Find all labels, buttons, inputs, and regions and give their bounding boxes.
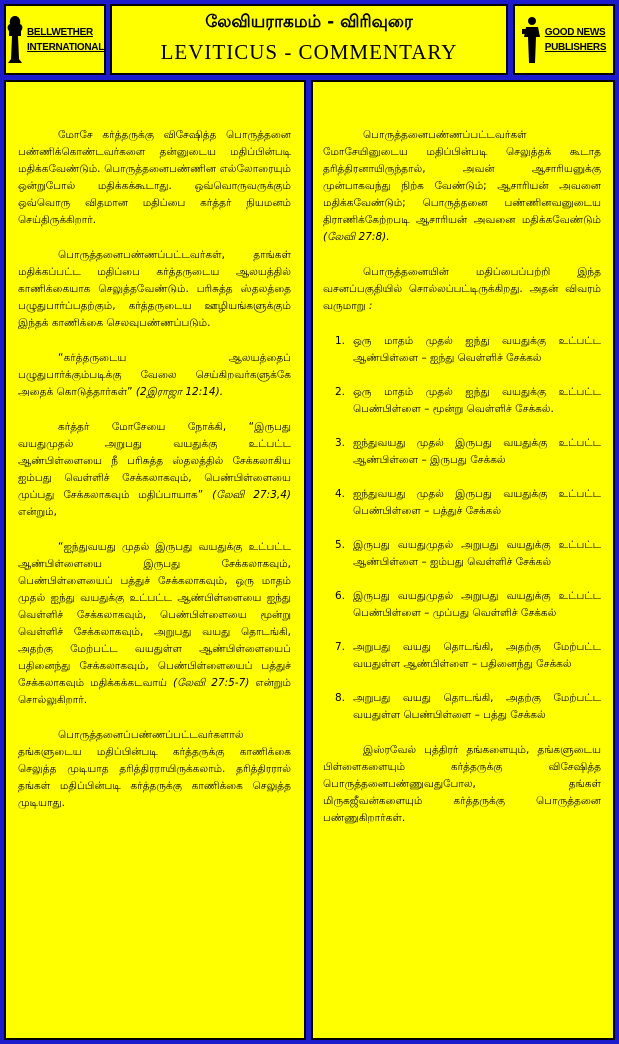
paragraph: “ஐந்துவயது முதல் இருபது வயதுக்கு உட்பட்ட ஆண்பிள்ளையை இருபது சேக்கலாகவும், பெண்பிள்ளையைப் பத்துச் சேக்கலாகவும், ஒரு மாதம் முதல் ஐந்து வயதுக்கு உட்பட்ட ஆண்பிள்ளையை ஐந்து வெள்ளிச் சேக்கலாகவும், பெண்பிள்ளையை மூன்று வெள்ளிச் சேக்கலாகவும், அறுபது வயது தொடங்கி, அதற்கு மேற்பட்ட வயதுள்ள ஆண்பிள்ளையைப் பதினைந்து சேக்கலாகவும், பெண்பிள்ளையைப் பத்துச் சேக்கலாகவும் மதிக்கக்கடவாய் (லேவி 27:5-7) என்றும் சொல்லுகிறார். — [18, 541, 291, 706]
scripture-reference: (2இராஜா 12:14). — [135, 386, 224, 398]
paragraph: பொருத்தனைப்பண்ணப்பட்டவர்களால் தங்களுடைய மதிப்பின்படி கர்த்தருக்கு காணிக்கை செலுத்த முடியாத தரித்திரராயிருக்கலாம். தரித்திரரால் தங்கள் மதிப்பின்படி கர்த்தருக்கு காணிக்கை செலுத்த முடியாது. — [18, 729, 291, 809]
scripture-reference: (லேவி 27:3,4) — [212, 489, 292, 501]
list-item: 1. ஒரு மாதம் முதல் ஐந்து வயதுக்கு உட்பட்ட ஆண்பிள்ளை – ஐந்து வெள்ளிச் சேக்கல் — [334, 335, 601, 364]
right-column — [311, 80, 615, 1040]
list-item: 4. ஐந்துவயது முதல் இருபது வயதுக்கு உட்பட்ட பெண்பிள்ளை – பத்துச் சேக்கல் — [334, 488, 601, 517]
paragraph: மோசே கர்த்தருக்கு விசேஷித்த பொருத்தனை பண்ணிக்கொண்டவர்களை தன்னுடைய மதிப்பின்படி மதிக்கவேண்டும். பொருத்தனைபண்ணின எல்லோரையும் ஒன்றுபோல் மதிக்கக்கூடாது. ஒவ்வொருவருக்கும் ஒவ்வொரு விதமான மதிப்பை கர்த்தர் நியமனம் செய்திருக்கிறார். — [18, 129, 291, 226]
list-item: 7. அறுபது வயது தொடங்கி, அதற்கு மேற்பட்ட வயதுள்ள ஆண்பிள்ளை – பதினைந்து சேக்கல் — [334, 641, 601, 670]
figure-holding-book-icon — [522, 15, 542, 65]
scripture-reference: (லேவி 27:5-7) — [172, 677, 250, 689]
closing-paragraph: இஸ்ரவேல் புத்திரர் தங்களையும், தங்களுடைய பிள்ளைகளையும் கர்த்தருக்கு விசேஷித்த பொருத்தனைபண்ணுவதுபோல, தங்கள் மிருகஜீவன்களையும் கர்த்தருக்கு பொருத்தனை பண்ணுகிறார்கள். — [323, 744, 601, 824]
left-logo-line-2: INTERNATIONAL — [26, 41, 105, 53]
title-english: LEVITICUS - COMMENTARY — [160, 40, 458, 64]
valuation-list — [323, 333, 601, 724]
list-item: 6. இருபது வயதுமுதல் அறுபது வயதுக்கு உட்பட்ட பெண்பிள்ளை – முப்பது வெள்ளிச் சேக்கல் — [334, 590, 601, 619]
title-tamil: லேவியராகமம் - விரிவுரை — [205, 12, 413, 32]
paragraph: பொருத்தனையின் மதிப்பைப்பற்றி இந்த வசனப்பகுதியில் சொல்லப்பட்டிருக்கிறது. அதன் விவரம் வருமாறு : — [323, 266, 601, 312]
good-news-logo — [513, 4, 615, 75]
list-item: 3. ஐந்துவயது முதல் இருபது வயதுக்கு உட்பட்ட ஆண்பிள்ளை – இருபது சேக்கல் — [334, 437, 601, 466]
right-logo-line-2: PUBLISHERS — [544, 41, 607, 53]
paragraph: பொருத்தனைபண்ணப்பட்டவர்கள், தாங்கள் மதிக்கப்பட்ட மதிப்பை கர்த்தருடைய ஆலயத்தில் காணிக்கையாக செலுத்தவேண்டும். பரிசுத்த ஸ்தலத்தை பழுதுபார்ப்பதற்கும், கர்த்தருடைய ஊழியங்களுக்கும் இந்தக் காணிக்கை செலவுபண்ணப்படும். — [18, 249, 291, 329]
right-logo-line-1: GOOD NEWS — [544, 26, 606, 38]
bellwether-logo — [4, 4, 106, 75]
left-logo-line-1: BELLWETHER — [26, 26, 93, 38]
list-item: 2. ஒரு மாதம் முதல் ஐந்து வயதுக்கு உட்பட்ட பெண்பிள்ளை – மூன்று வெள்ளிச் சேக்கல். — [334, 386, 601, 415]
page-header — [110, 4, 508, 75]
ram-silhouette-icon — [6, 15, 24, 65]
scripture-reference: (லேவி 27:8). — [323, 231, 390, 243]
paragraph: கர்த்தர் மோசேயை நோக்கி, “இருபது வயதுமுதல் அறுபது வயதுக்கு உட்பட்ட ஆண்பிள்ளையை நீ பரிசுத்த ஸ்தலத்தில் சேக்கலாகிய ஐம்பது வெள்ளிச் சேக்கலாகவும், பெண்பிள்ளையை முப்பது சேக்கலாகவும் மதிப்பாயாக” (லேவி 27:3,4) என்றும், — [18, 421, 292, 518]
left-column — [4, 80, 306, 1040]
list-item: 5. இருபது வயதுமுதல் அறுபது வயதுக்கு உட்பட்ட ஆண்பிள்ளை – ஐம்பது வெள்ளிச் சேக்கல் — [334, 539, 601, 568]
paragraph: “கர்த்தருடைய ஆலயத்தைப் பழுதுபார்க்கும்படிக்கு வேலை செய்கிறவர்களுக்கே அதைக் கொடுத்தார்கள்” (2இராஜா 12:14). — [18, 352, 291, 398]
list-item: 8. அறுபது வயது தொடங்கி, அதற்கு மேற்பட்ட வயதுள்ள பெண்பிள்ளை – பத்து சேக்கல் — [334, 692, 601, 721]
paragraph: பொருத்தனைபண்ணப்பட்டவர்கள் மோசேயினுடைய மதிப்பின்படி செலுத்தக் கூடாத தரித்திரனாயிருந்தால், அவன் ஆசாரியனுக்கு முன்பாகவந்து நிற்க வேண்டும்; ஆசாரியன் அவனை மதிக்கவேண்டும்; பொருத்தனை பண்ணினவனுடைய திராணிக்கேற்றபடி ஆசாரியன் அவனை மதிக்கவேண்டும் (லேவி 27:8). — [323, 129, 601, 243]
